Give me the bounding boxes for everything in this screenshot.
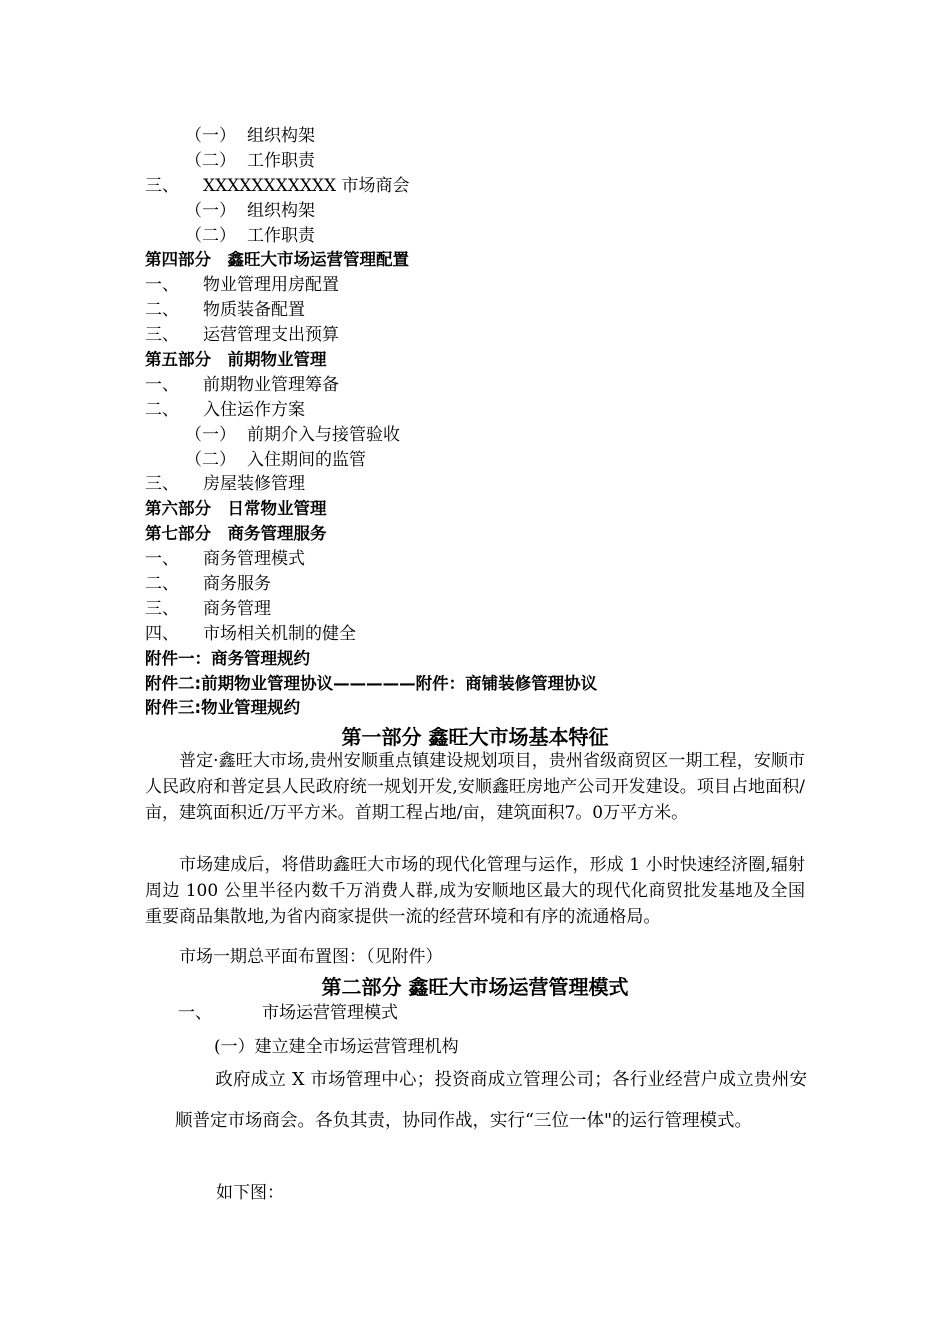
toc-number: 二、 [145,399,179,420]
toc-number: （一） [185,424,236,445]
toc-part-heading: 第六部分 日常物业管理 [145,499,327,519]
part2-heading: 第二部分 鑫旺大市场运营管理模式 [321,975,629,999]
toc-text: 商务管理模式 [203,549,305,570]
toc-number: （一） [185,126,236,146]
toc-number: 三、 [145,598,179,619]
toc-number: （一） [185,200,236,221]
part1-paragraph-1: 普定·鑫旺大市场,贵州安顺重点镇建设规划项目，贵州省级商贸区一期工程，安顺市人民政府和普定县人民政府统一规划开发,安顺鑫旺房地产公司开发建设。项目占地面积/亩，建筑面积近/万平方米。首期工程占地/亩，建筑面积7。0万平方米。 [145,751,805,823]
toc-number: 一、 [145,374,179,395]
toc-text: 物质装备配置 [203,300,305,321]
toc-number: （二） [185,150,236,171]
toc-part-heading: 附件二:前期物业管理协议—————附件：商铺装修管理协议 [145,673,598,693]
toc-subsection [145,423,825,448]
part2-paragraph-2: 如下图： [216,1183,284,1203]
toc-number: 四、 [145,623,179,644]
toc-text: 商务管理 [203,598,271,619]
toc-text: 前期物业管理筹备 [203,374,339,395]
toc-text: 入住运作方案 [203,399,305,420]
toc-text: 市场相关机制的健全 [203,623,356,644]
toc-number: （二） [185,449,236,470]
toc-subsection [145,199,825,224]
toc-section [145,298,825,323]
toc-section [145,323,825,348]
toc-part-heading: 附件一：商务管理规约 [145,648,310,668]
toc-subsection [145,448,825,473]
toc-number: 二、 [145,574,179,595]
toc-subsection [145,149,825,174]
toc-section [145,597,825,622]
toc-part-heading: 第四部分 鑫旺大市场运营管理配置 [145,250,409,270]
toc-number: 二、 [145,300,179,321]
toc-text: 前期介入与接管验收 [247,424,400,445]
toc-text: 房屋装修管理 [203,474,305,495]
toc-number: 三、 [145,325,179,346]
part1-paragraph-2: 市场建成后，将借助鑫旺大市场的现代化管理与运作，形成 1 小时快速经济圈,辐射周边 100 公里半径内数千万消费人群,成为安顺地区最大的现代化商贸批发基地及全国重要商品集散地,为省内商家提供一流的经营环境和有序的流通格局。 [145,855,805,927]
part1-paragraph-3: 市场一期总平面布置图：（见附件） [179,947,443,967]
toc-section [145,373,825,398]
table-of-contents [145,124,825,721]
toc-text: 商务服务 [203,574,271,595]
toc-part-heading: 第七部分 商务管理服务 [145,524,327,544]
toc-text: 入住期间的监管 [247,449,366,470]
toc-number: 一、 [145,549,179,570]
toc-section [145,547,825,572]
toc-section [145,622,825,647]
toc-section [145,572,825,597]
toc-text: 工作职责 [247,225,315,246]
toc-text: 运营管理支出预算 [203,325,339,346]
part2-section-1 [178,998,398,1023]
part2-paragraph-1: 政府成立 X 市场管理中心；投资商成立管理公司；各行业经营户成立贵州安顺普定市场商会。各负其责，协同作战，实行“三位一体"的运行管理模式。 [175,1070,807,1131]
toc-subsection [145,124,825,149]
toc-number: 三、 [145,474,179,495]
toc-text: 物业管理用房配置 [203,275,339,296]
toc-part-heading: 第五部分 前期物业管理 [145,350,327,370]
section-number: 一、 [178,1003,212,1023]
toc-section [145,273,825,298]
part1-heading: 第一部分 鑫旺大市场基本特征 [341,725,609,749]
toc-text: XXXXXXXXXXX 市场商会 [203,175,410,196]
toc-part-heading: 附件三:物业管理规约 [145,698,301,718]
toc-text: 组织构架 [247,200,315,221]
toc-text: 工作职责 [247,150,315,171]
toc-subsection [145,224,825,249]
section-title: 市场运营管理模式 [262,1003,398,1023]
toc-number: 三、 [145,175,179,196]
toc-section [145,174,825,199]
toc-section [145,472,825,497]
toc-section [145,398,825,423]
toc-number: 一、 [145,275,179,296]
part2-subsection-1: (一）建立建全市场运营管理机构 [214,1037,459,1057]
toc-text: 组织构架 [247,126,315,146]
toc-number: （二） [185,225,236,246]
